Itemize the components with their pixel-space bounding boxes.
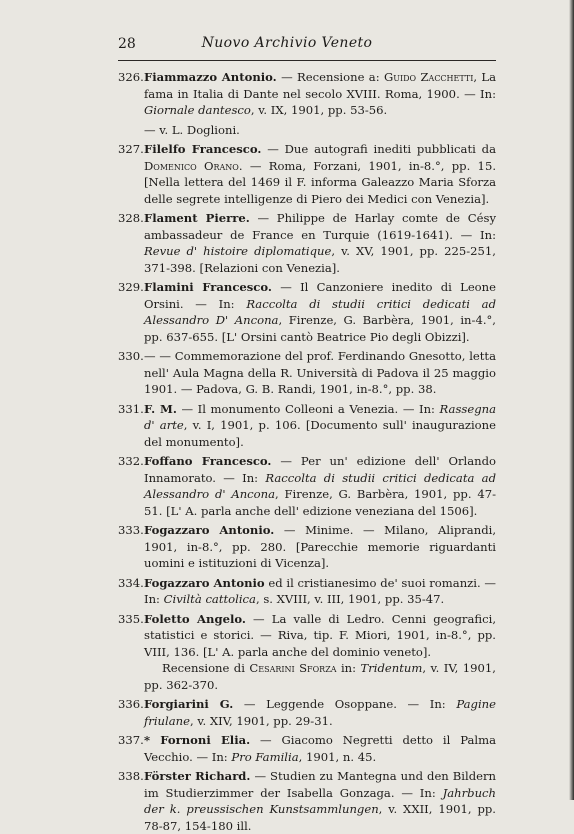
entry-338: [118, 768, 496, 834]
entry-text: — La valle di Ledro. Cenni geografici, statistici e storici. — Riva, tip. F. Miori, 1901, in-8.°, pp. VIII, 136. [L' A. parla anche del dominio veneto].: [144, 611, 496, 659]
entry-author: F. M.: [144, 401, 177, 416]
running-title: Nuovo Archivio Veneto: [201, 35, 373, 51]
entry-author: Flamini Francesco.: [144, 280, 272, 294]
entry-text: — Minime. — Milano, Aliprandi, 1901, in-8.°, pp. 280. [Parecchie memorie riguardanti uomini e istituzioni di Vicenza].: [144, 523, 497, 570]
page-number: 28: [118, 36, 136, 52]
entry-text: , s. XVIII, v. III, 1901, pp. 35-47.: [255, 592, 445, 606]
entry-330: [118, 348, 496, 398]
entry-journal: Raccolta di studii critici dedicata ad Alessandro d' Ancona: [144, 470, 497, 501]
entry-text: — Il monumento Colleoni a Venezia. — In:: [176, 401, 440, 416]
entry-326: [118, 69, 496, 119]
entry-number: 337.: [118, 733, 144, 747]
entry-number: 332.: [118, 454, 144, 468]
entry-journal: Revue d' histoire diplomatique: [144, 244, 332, 258]
entry-name-smallcaps: Cesarini Sforza: [249, 661, 337, 675]
entry-336: [118, 696, 496, 729]
entry-number: 334.: [118, 575, 144, 590]
entry-text: , Firenze, G. Barbèra, 1901, in-4.°, pp. 637-655. [L' Orsini cantò Beatrice Pio degli Obizzi].: [144, 313, 496, 344]
entry-text: — Giacomo Negretti detto il Palma Vecchio. — In:: [144, 733, 496, 764]
review-text: in:: [336, 661, 361, 675]
bibliography-list: [118, 69, 496, 834]
entry-text: . — Roma, Forzani, 1901, in-8.°, pp. 15. [Nella lettera del 1469 il F. informa Galeazzo Maria Sforza delle segrete intelligenze di Piero dei Medici con Venezia].: [144, 158, 496, 206]
entry-number: 329.: [118, 280, 144, 294]
entry-text: , v. IX, 1901, pp. 53-56.: [250, 103, 388, 117]
entry-text: , v. XIV, 1901, pp. 29-31.: [189, 713, 333, 728]
entry-text: — Per un' edizione dell' Orlando Innamorato. — In:: [144, 454, 496, 485]
entry-journal: Giornale dantesco: [144, 103, 251, 117]
entry-name-smallcaps: Guido Zacchetti: [383, 70, 474, 84]
review-text: Recensione di: [162, 661, 250, 675]
entry-crossref: [118, 122, 496, 139]
entry-text: — Studien zu Mantegna und den Bildern im Studierzimmer der Isabella Gonzaga. — In:: [144, 769, 496, 800]
entry-number: 327.: [118, 142, 144, 156]
entry-journal: Rassegna d' arte: [144, 401, 496, 432]
entry-author: Foffano Francesco.: [144, 454, 272, 468]
entry-author: Fogazzaro Antonio: [144, 575, 265, 590]
header-rule: [118, 60, 496, 61]
entry-author: * Fornoni Elia.: [144, 733, 251, 747]
entry-name-smallcaps: Domenico Orano: [144, 158, 239, 173]
entry-335: [118, 611, 496, 694]
entry-author: Fiammazzo Antonio.: [144, 70, 277, 84]
entry-text: , Firenze, G. Barbèra, 1901, pp. 47-51. [L' A. parla anche dell' edizione veneziana del 1506].: [144, 487, 496, 518]
entry-text: , v. I, 1901, p. 106. [Documento sull' inaugurazione del monumento].: [144, 418, 496, 449]
entry-author: Flament Pierre.: [144, 211, 250, 225]
entry-text: ed il cristianesimo de' suoi romanzi. — In:: [144, 575, 496, 606]
entry-note: — v. L. Doglioni.: [144, 122, 240, 137]
entry-text: — Il Canzoniere inedito di Leone Orsini. — In:: [144, 280, 496, 311]
entry-author: Forgiarini G.: [144, 697, 234, 711]
entry-journal: Jahrbuch der k. preussischen Kunstsammlungen: [144, 785, 496, 816]
entry-author: Filelfo Francesco.: [144, 142, 262, 156]
entry-337: [118, 732, 496, 765]
entry-331: [118, 401, 496, 451]
review-text: , v. IV, 1901, pp. 362-370.: [144, 661, 496, 692]
entry-text: — Philippe de Harlay comte de Césy ambassadeur de France en Turquie (1619-1641). — In:: [144, 211, 496, 242]
entry-review: [144, 660, 496, 693]
entry-text: , 1901, n. 45.: [298, 749, 377, 764]
entry-journal: Tridentum: [360, 661, 423, 675]
entry-journal: Pagine friulane: [144, 697, 496, 728]
entry-text: — — Commemorazione del prof. Ferdinando Gnesotto, letta nell' Aula Magna della R. Università di Padova il 25 maggio 1901. — Padova, G. B. Randi, 1901, in-8.°, pp. 38.: [144, 349, 496, 396]
entry-text: , La fama in Italia di Dante nel secolo XVIII. Roma, 1900. — In:: [144, 70, 497, 101]
entry-journal: Civiltà cattolica: [163, 592, 256, 606]
entry-327: [118, 141, 496, 207]
entry-text: — Recensione a:: [276, 70, 384, 84]
entry-number: 330.: [118, 349, 144, 363]
entry-number: 328.: [118, 211, 144, 225]
entry-author: Fogazzaro Antonio.: [144, 523, 275, 537]
entry-number: 331.: [118, 401, 144, 416]
entry-text: — Due autografi inediti pubblicati da: [261, 142, 496, 156]
entry-text: , v. XV, 1901, pp. 225-251, 371-398. [Relazioni con Venezia].: [144, 244, 496, 275]
entry-329: [118, 279, 496, 345]
entry-328: [118, 210, 496, 276]
entry-journal: Raccolta di studii critici dedicati ad Alessandro D' Ancona: [144, 296, 496, 327]
entry-text: — Leggende Osoppane. — In:: [233, 697, 457, 711]
page-edge-shadow: [569, 0, 574, 800]
entry-334: [118, 575, 496, 608]
entry-author: Foletto Angelo.: [144, 611, 246, 626]
entry-number: 335.: [118, 611, 144, 626]
entry-text: , v. XXII, 1901, pp. 78-87, 154-180 ill.: [144, 802, 496, 833]
entry-journal: Pro Familia: [231, 749, 299, 764]
entry-author: Förster Richard.: [144, 769, 251, 783]
entry-number: 326.: [118, 70, 144, 84]
entry-number: 338.: [118, 769, 144, 783]
entry-number: 333.: [118, 523, 144, 537]
entry-number: 336.: [118, 697, 144, 711]
entry-333: [118, 522, 496, 572]
entry-332: [118, 453, 496, 519]
